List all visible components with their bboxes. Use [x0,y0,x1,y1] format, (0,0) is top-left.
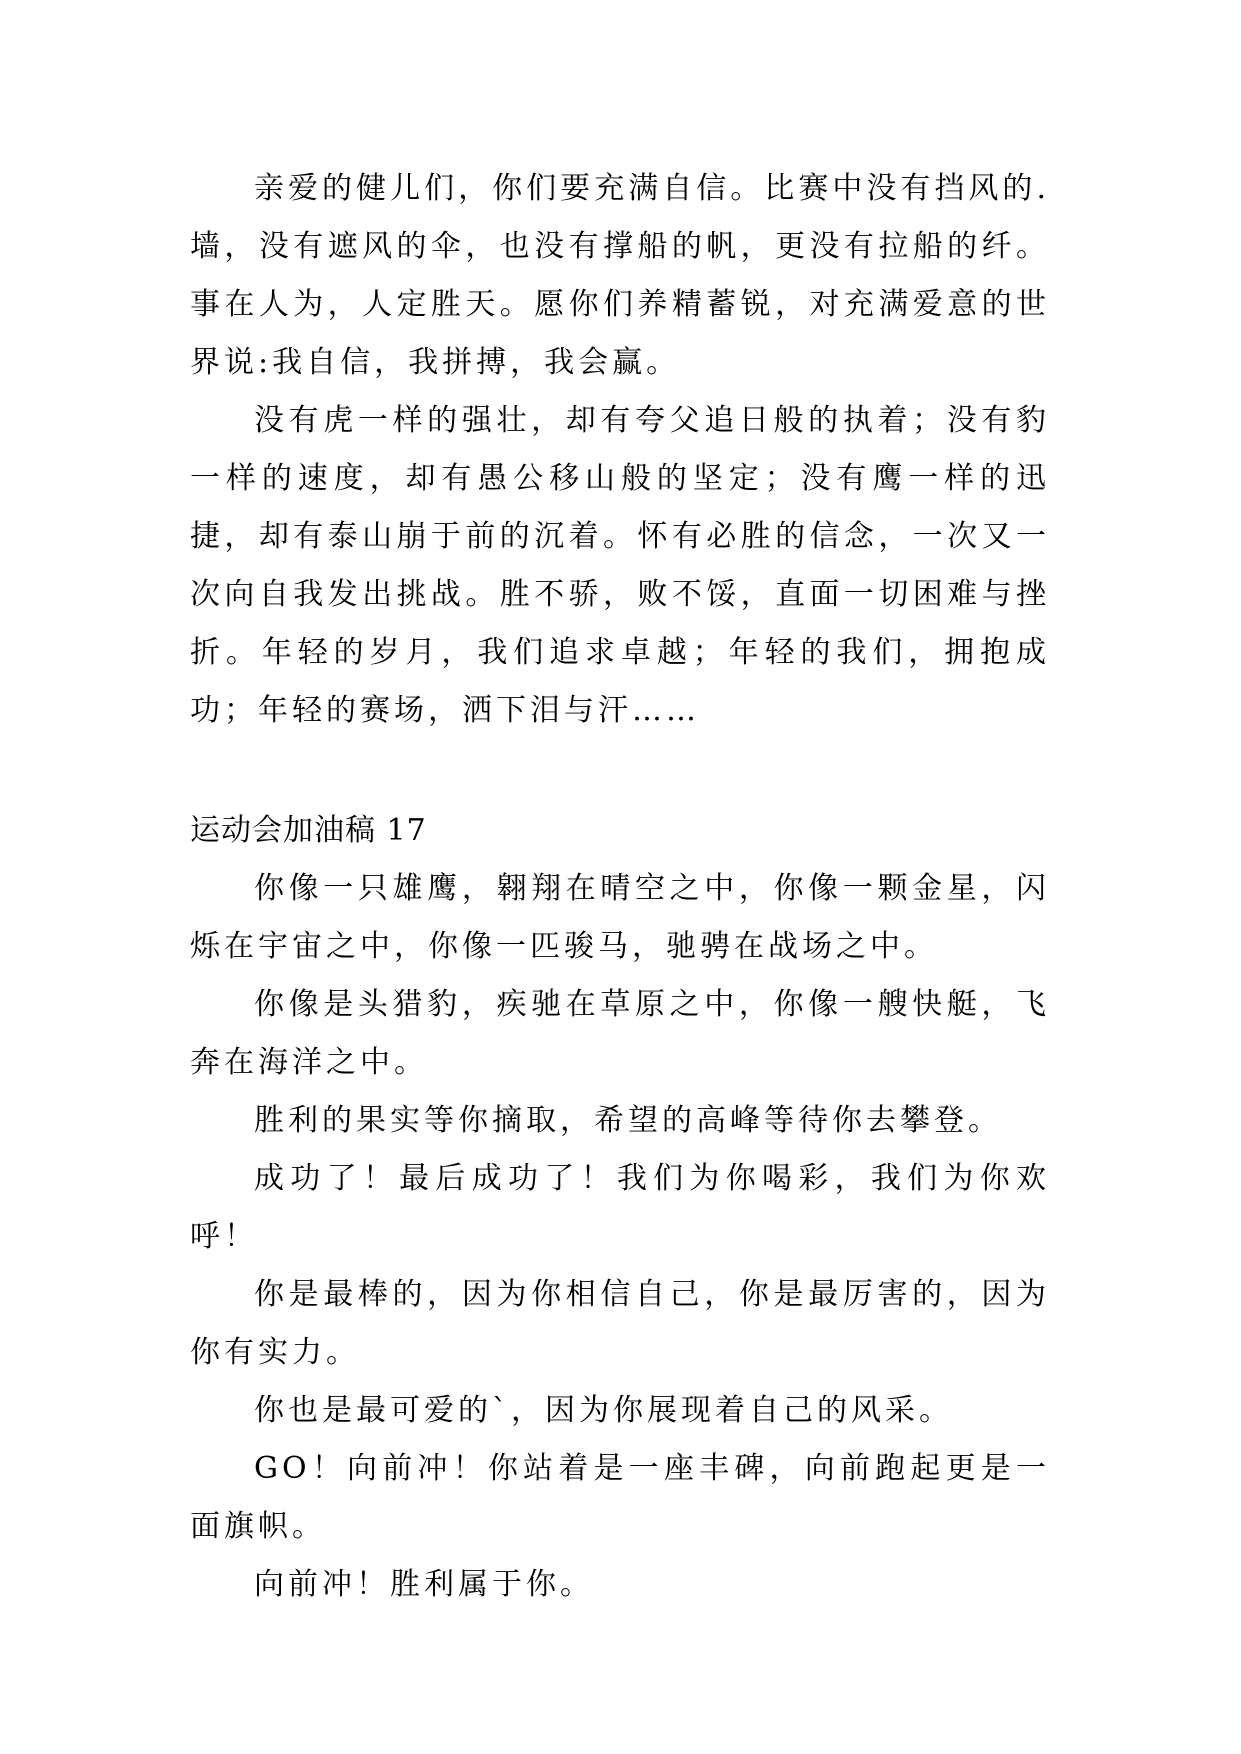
document-page [190,160,1050,1614]
section-heading: 运动会加油稿 17 [190,813,427,848]
paragraph: 向前冲！胜利属于你。 [254,1567,594,1602]
paragraph: GO！向前冲！你站着是一座丰碑，向前跑起更是一面旗帜。 [190,1451,1050,1544]
paragraph: 亲爱的健儿们，你们要充满自信。比赛中没有挡风的.墙，没有遮风的伞，也没有撑船的帆，更没有拉船的纤。事在人为，人定胜天。愿你们养精蓄锐，对充满爱意的世界说:我自信，我拼搏，我会赢。 [190,171,1050,380]
paragraph: 成功了！最后成功了！我们为你喝彩，我们为你欢呼！ [190,1161,1050,1254]
paragraph: 没有虎一样的强壮，却有夸父追日般的执着；没有豹一样的速度，却有愚公移山般的坚定；没有鹰一样的迅捷，却有泰山崩于前的沉着。怀有必胜的信念，一次又一次向自我发出挑战。胜不骄，败不馁，直面一切困难与挫折。年轻的岁月，我们追求卓越；年轻的我们，拥抱成功；年轻的赛场，洒下泪与汗…… [190,403,1050,728]
paragraph: 你也是最可爱的`，因为你展现着自己的风采。 [254,1393,953,1428]
paragraph: 你是最棒的，因为你相信自己，你是最厉害的，因为你有实力。 [190,1277,1050,1370]
paragraph: 胜利的果实等你摘取，希望的高峰等待你去攀登。 [254,1103,1002,1138]
paragraph: 你像是头猎豹，疾驰在草原之中，你像一艘快艇，飞奔在海洋之中。 [190,987,1050,1080]
paragraph: 你像一只雄鹰，翱翔在晴空之中，你像一颗金星，闪烁在宇宙之中，你像一匹骏马，驰骋在战场之中。 [190,871,1050,964]
